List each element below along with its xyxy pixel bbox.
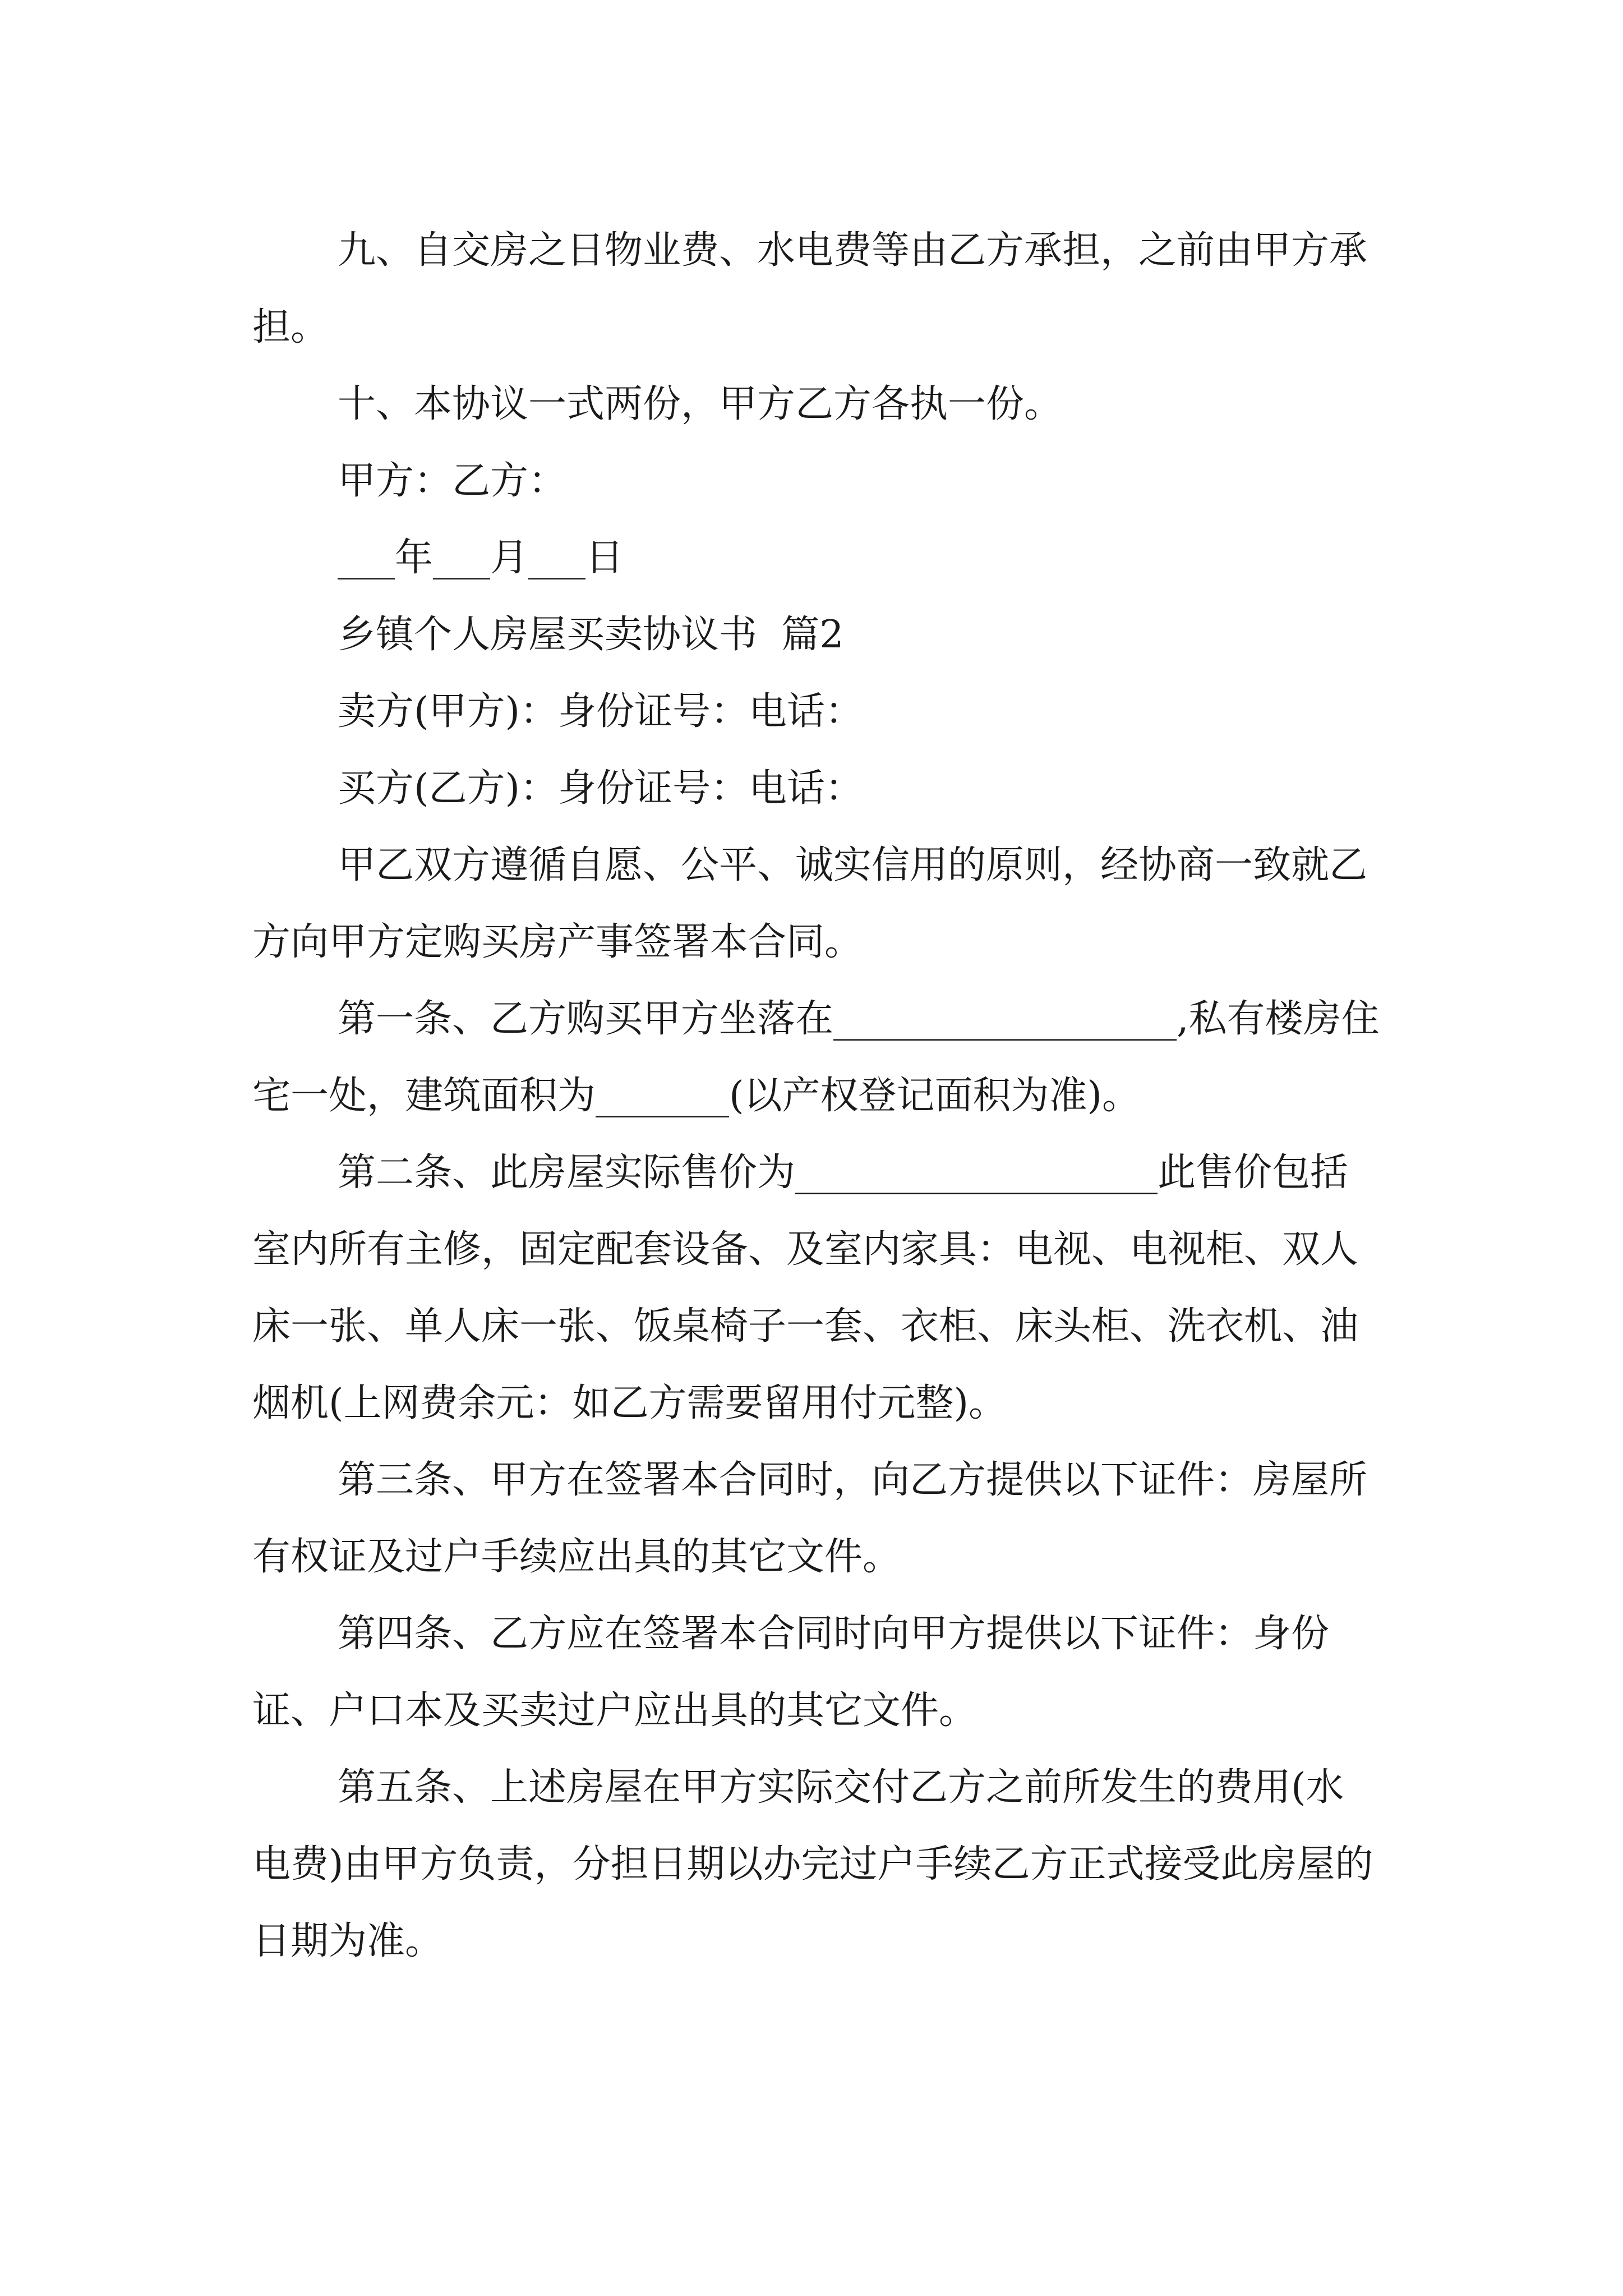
article-1: 第一条、乙方购买甲方坐落在__________________,私有楼房住宅一处，建筑面积为_______(以产权登记面积为准)。	[252, 997, 1380, 1118]
article-3: 第三条、甲方在签署本合同时，向乙方提供以下证件：房屋所有权证及过户手续应出具的其它文件。	[252, 1458, 1368, 1579]
section-title: 乡镇个人房屋买卖协议书 篇2	[338, 613, 844, 657]
article-2: 第二条、此房屋实际售价为___________________此售价包括室内所有主修，固定配套设备、及室内家具：电视、电视柜、双人床一张、单人床一张、饭桌椅子一套、衣柜、床头柜、洗衣机、油烟机(上网费余元：如乙方需要留用付元整)。	[252, 1151, 1359, 1425]
signature-line: 甲方：乙方：	[338, 459, 567, 503]
paragraph-item-9: 九、自交房之日物业费、水电费等由乙方承担，之前由甲方承担。	[252, 228, 1368, 349]
document-body	[252, 212, 1380, 1980]
article-5: 第五条、上述房屋在甲方实际交付乙方之前所发生的费用(水电费)由甲方负责，分担日期以办完过户手续乙方正式接受此房屋的日期为准。	[252, 1765, 1373, 1963]
date-line: ___年___月___日	[338, 536, 624, 580]
article-4: 第四条、乙方应在签署本合同时向甲方提供以下证件：身份证、户口本及买卖过户应出具的其它文件。	[252, 1612, 1330, 1733]
seller-info: 卖方(甲方)：身份证号：电话：	[338, 689, 864, 734]
buyer-info: 买方(乙方)：身份证号：电话：	[338, 766, 864, 811]
paragraph-item-10: 十、本协议一式两份，甲方乙方各执一份。	[338, 382, 1063, 426]
preamble: 甲乙双方遵循自愿、公平、诚实信用的原则，经协商一致就乙方向甲方定购买房产事签署本合同。	[252, 843, 1368, 964]
